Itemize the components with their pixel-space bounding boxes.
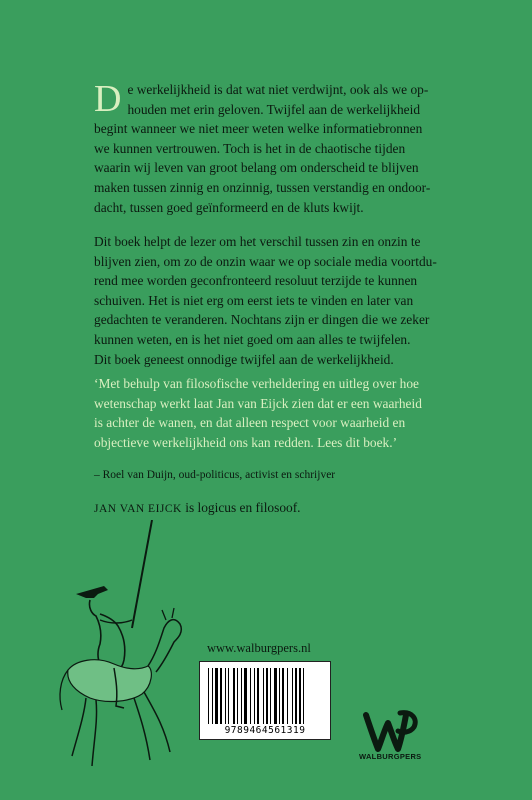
text-line: Dit boek helpt de lezer om het verschil tussen zin en onzin te xyxy=(94,234,421,249)
text-line: houden met erin geloven. Twijfel aan de werkelijkheid xyxy=(127,101,421,117)
text-line: kunnen weten, en is het niet goed om aan alles te twijfelen. xyxy=(94,331,411,347)
author-bio xyxy=(94,500,454,516)
barcode-bar xyxy=(225,668,226,724)
text-line: Dit boek geneest onnodige twijfel aan de werkelijkheid. xyxy=(94,351,394,367)
text-line: begint wanneer we niet meer weten welke informatiebronnen xyxy=(94,121,423,137)
barcode-bar xyxy=(263,668,264,724)
isbn-number: 9789464561319 xyxy=(224,725,306,736)
publisher-website: www.walburgpers.nl xyxy=(207,641,311,655)
text-line: e werkelijkheid is dat wat niet verdwijnt, ook als we op- xyxy=(127,82,429,97)
barcode-bar xyxy=(303,668,304,724)
barcode-bar xyxy=(254,668,255,724)
text-line: rend mee worden geconfronteerd resoluut terzijde te kunnen xyxy=(94,273,418,289)
barcode-bar xyxy=(241,668,242,724)
barcode-bars xyxy=(208,668,322,724)
endorsement-quote xyxy=(94,374,454,452)
barcode-bar xyxy=(208,668,209,724)
author-description: is logicus en filosoof. xyxy=(181,500,301,515)
barcode-bar xyxy=(228,668,229,724)
barcode-bar xyxy=(287,668,288,724)
barcode-bar xyxy=(237,668,238,724)
barcode-bar xyxy=(233,668,235,724)
barcode-bar xyxy=(282,668,284,724)
barcode-bar xyxy=(244,668,247,724)
quote-line: wetenschap werkt laat Jan van Eijck zien dat er een waarheid xyxy=(94,395,422,411)
barcode-bar xyxy=(274,668,277,724)
barcode-bar xyxy=(266,668,268,724)
text-line: gedachten te veranderen. Nochtans zijn er dingen die we zeker xyxy=(94,312,430,328)
quote-line: ‘Met behulp van filosofische verheldering en uitleg over hoe xyxy=(94,376,419,391)
don-quixote-illustration xyxy=(56,520,196,790)
text-line: we kunnen vertrouwen. Toch is het in de chaotische tijden xyxy=(94,140,406,156)
text-line: waarin wij leven van groot belang om onderscheid te blijven xyxy=(94,160,419,176)
quote-attribution: – Roel van Duijn, oud-politicus, activist en schrijver xyxy=(94,469,336,481)
barcode-bar xyxy=(212,668,213,724)
barcode-bar xyxy=(215,668,218,724)
text-line: blijven zien, om zo de onzin waar we op sociale media voortdu- xyxy=(94,253,437,269)
barcode-bar xyxy=(257,668,259,724)
quote-line: objectieve werkelijkheid ons kan redden. Lees dit boek.’ xyxy=(94,434,398,450)
barcode-bar xyxy=(270,668,271,724)
publisher-name: WALBURGPERS xyxy=(359,752,422,761)
barcode-bar xyxy=(292,668,293,724)
author-name: JAN VAN EIJCK xyxy=(94,503,182,515)
barcode-bar xyxy=(250,668,251,724)
text-line: schuiven. Het is niet erg om eerst iets te vinden en later van xyxy=(94,292,414,308)
text-line: maken tussen zinnig en onzinnig, tussen verstandig en ondoor- xyxy=(94,179,431,195)
barcode-bar xyxy=(220,668,222,724)
barcode-bar xyxy=(279,668,280,724)
barcode xyxy=(199,661,331,740)
description-paragraph xyxy=(94,232,454,369)
quote-line: is achter de wanen, en dat alleen respect voor waarheid en xyxy=(94,415,406,431)
text-line: dacht, tussen goed geïnformeerd en de kluts kwijt. xyxy=(94,199,364,215)
barcode-bar xyxy=(299,668,301,724)
intro-paragraph xyxy=(94,80,454,217)
drop-cap: D xyxy=(94,78,122,120)
barcode-bar xyxy=(295,668,297,724)
